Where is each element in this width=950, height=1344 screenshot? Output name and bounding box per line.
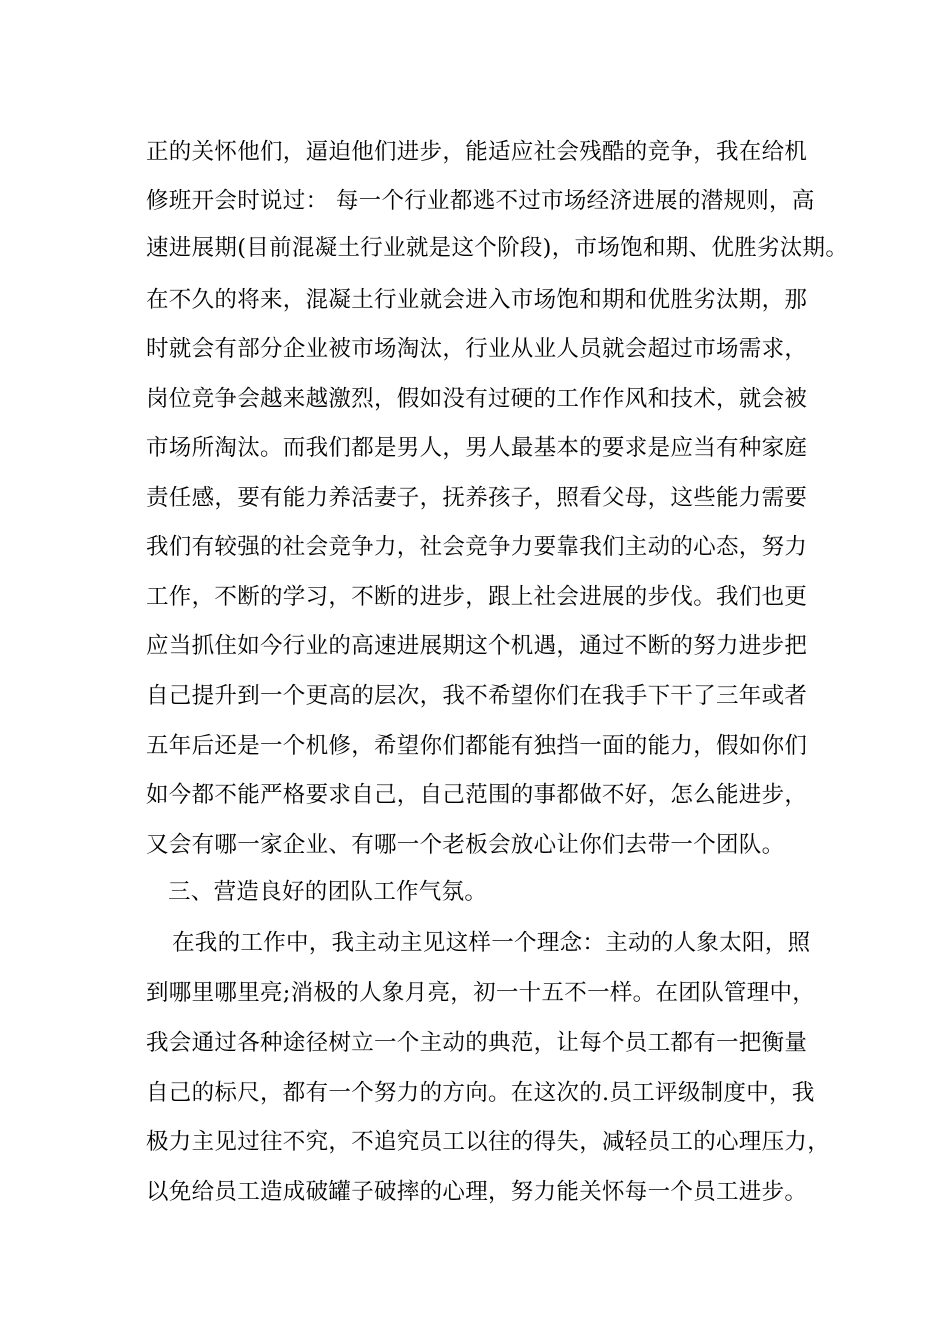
body-text-line-16: 在我的工作中，我主动主见这样一个理念：主动的人象太阳，照 [172, 930, 811, 956]
body-text-line-21: 以免给员工造成破罐子破摔的心理，努力能关怀每一个员工进步。 [146, 1179, 808, 1205]
body-text-line-8: 责任感，要有能力养活妻子，抚养孩子，照看父母，这些能力需要 [146, 485, 808, 511]
body-text-line-18: 我会通过各种途径树立一个主动的典范，让每个员工都有一把衡量 [146, 1030, 808, 1056]
body-text-line-4: 在不久的将来，混凝土行业就会进入市场饱和期和优胜劣汰期，那 [146, 287, 808, 313]
body-text-line-7: 市场所淘汰。而我们都是男人，男人最基本的要求是应当有种家庭 [146, 435, 808, 461]
body-text-line-17: 到哪里哪里亮;消极的人象月亮，初一十五不一样。在团队管理中， [146, 980, 816, 1006]
body-text-line-1: 正的关怀他们，逼迫他们进步，能适应社会残酷的竞争，我在给机 [146, 139, 808, 165]
body-text-line-20: 极力主见过往不究，不追究员工以往的得失，减轻员工的心理压力， [146, 1129, 831, 1155]
body-text-line-14: 如今都不能严格要求自己，自己范围的事都做不好，怎么能进步， [146, 782, 808, 808]
body-text-line-13: 五年后还是一个机修，希望你们都能有独挡一面的能力，假如你们 [146, 733, 808, 759]
body-text-line-12: 自己提升到一个更高的层次，我不希望你们在我手下干了三年或者 [146, 683, 808, 709]
body-text-line-9: 我们有较强的社会竞争力，社会竞争力要靠我们主动的心态，努力 [146, 534, 808, 560]
body-text-line-11: 应当抓住如今行业的高速进展期这个机遇，通过不断的努力进步把 [146, 633, 808, 659]
section-heading: 三、营造良好的团队工作气氛。 [168, 879, 488, 905]
body-text-line-5: 时就会有部分企业被市场淘汰，行业从业人员就会超过市场需求， [146, 336, 808, 362]
body-text-line-15: 又会有哪一家企业、有哪一个老板会放心让你们去带一个团队。 [146, 832, 785, 858]
body-text-line-3: 速进展期(目前混凝土行业就是这个阶段)，市场饱和期、优胜劣汰期。 [146, 235, 849, 261]
body-text-line-2: 修班开会时说过： 每一个行业都逃不过市场经济进展的潜规则，高 [146, 188, 815, 214]
body-text-line-19: 自己的标尺，都有一个努力的方向。在这次的.员工评级制度中，我 [146, 1080, 815, 1106]
body-text-line-6: 岗位竞争会越来越激烈，假如没有过硬的工作作风和技术，就会被 [146, 386, 808, 412]
body-text-line-10: 工作，不断的学习，不断的进步，跟上社会进展的步伐。我们也更 [146, 584, 808, 610]
